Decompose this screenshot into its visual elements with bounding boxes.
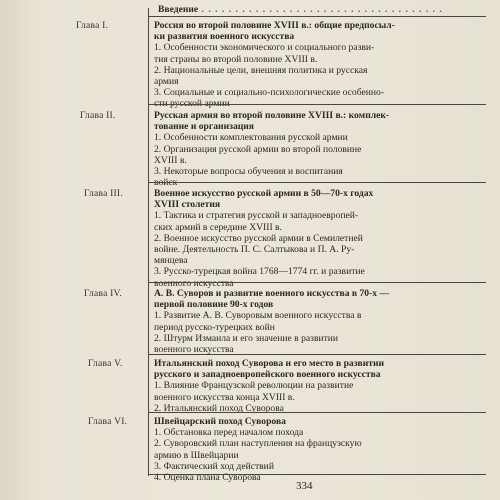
chapter-title-line: XVIII столетия bbox=[154, 199, 221, 211]
section-line: 3. Фактический ход действий bbox=[154, 460, 274, 472]
section-line: войне. Деятельность П. С. Салтыкова и П. А. Ру- bbox=[154, 244, 355, 256]
section-line: 2. Суворовский план наступления на французскую bbox=[154, 438, 362, 450]
section-line: военного искусства bbox=[154, 344, 234, 356]
chapter-label: Глава III. bbox=[84, 188, 123, 199]
section-line: ских армий в середине XVIII в. bbox=[154, 221, 282, 233]
chapter-label: Глава I. bbox=[76, 20, 109, 31]
introduction-entry: Введение . . . . . . . . . . . . . . . . . . . . . . . . . . . . . . . . . . . . bbox=[158, 4, 443, 15]
chapter-entry bbox=[154, 358, 480, 414]
chapter-title-line: Военное искусство русской армии в 50—70-х годах bbox=[154, 188, 374, 199]
section-line: 3. Некоторые вопросы обучения и воспитания bbox=[154, 166, 343, 178]
section-line: военного искусства bbox=[154, 277, 234, 289]
section-line: 2. Военное искусство русской армии в Семилетней bbox=[154, 232, 363, 244]
section-line: 1. Влияние Французской революции на развитие bbox=[154, 380, 354, 392]
chapter-title-line: Итальянский поход Суворова и его место в развитии bbox=[154, 358, 385, 369]
chapter-entry bbox=[154, 288, 480, 355]
section-line: 2. Организация русской армии во второй половине bbox=[154, 143, 362, 155]
section-line: 2. Национальные цели, внешняя политика и русская bbox=[154, 64, 368, 76]
chapter-title-line: ки развития военного искусства bbox=[154, 31, 295, 43]
rule bbox=[148, 282, 486, 283]
chapter-title-line: тование и организация bbox=[154, 121, 254, 133]
section-line: период русско-турецких войн bbox=[154, 321, 275, 333]
chapter-label: Глава V. bbox=[88, 358, 123, 369]
chapter-label: Глава VI. bbox=[88, 416, 128, 427]
section-line: мянцева bbox=[154, 255, 188, 267]
chapter-entry bbox=[154, 110, 480, 188]
rule bbox=[148, 104, 486, 105]
section-line: армию в Швейцарии bbox=[154, 449, 239, 461]
section-line: сти русской армии bbox=[154, 98, 230, 110]
section-line: 1. Развитие А. В. Суворовым военного искусства в bbox=[154, 310, 362, 322]
section-line: 2. Штурм Измаила и его значение в развитии bbox=[154, 332, 339, 344]
section-line: военного искусства конца XVIII в. bbox=[154, 391, 295, 403]
chapter-entry bbox=[154, 20, 480, 110]
section-line: 3. Русско-турецкая война 1768—1774 гг. и развитие bbox=[154, 266, 365, 278]
section-line: 1. Особенности комплектования русской армии bbox=[154, 132, 348, 144]
chapter-label: Глава IV. bbox=[84, 288, 123, 299]
section-line: 3. Социальные и социально-психологические особенно- bbox=[154, 87, 384, 99]
chapter-title-line: Русская армия во второй половине XVIII в.: комплек- bbox=[154, 110, 390, 121]
rule bbox=[148, 412, 486, 413]
chapter-label: Глава II. bbox=[80, 110, 116, 121]
section-line: войск bbox=[154, 177, 178, 189]
chapter-entry bbox=[154, 188, 480, 289]
chapter-title-line: А. В. Суворов и развитие военного искусства в 70-х — bbox=[154, 288, 390, 299]
section-line: 1. Тактика и стратегия русской и западноевропей- bbox=[154, 210, 359, 222]
rule bbox=[148, 16, 486, 17]
section-line: 1. Обстановка перед началом похода bbox=[154, 427, 304, 439]
chapter-title-line: Россия во второй половине XVIII в.: общие предпосыл- bbox=[154, 20, 395, 31]
rule bbox=[148, 182, 486, 183]
section-line: армия bbox=[154, 76, 179, 88]
rule bbox=[148, 474, 486, 475]
column-divider bbox=[148, 8, 149, 476]
chapter-title-line: первой половине 90-х годов bbox=[154, 299, 274, 311]
section-line: 1. Особенности экономического и социального разви- bbox=[154, 42, 375, 54]
chapter-title-line: Швейцарский поход Суворова bbox=[154, 416, 286, 427]
rule bbox=[148, 354, 486, 355]
chapter-title-line: русского и западноевропейского военного искусства bbox=[154, 369, 381, 381]
section-line: тия страны во второй половине XVIII в. bbox=[154, 53, 318, 65]
section-line: XVIII в. bbox=[154, 154, 187, 166]
page-number: 334 bbox=[296, 480, 313, 492]
section-line: 2. Итальянский поход Суворова bbox=[154, 402, 284, 414]
section-line: 4. Оценка плана Суворова bbox=[154, 472, 261, 484]
